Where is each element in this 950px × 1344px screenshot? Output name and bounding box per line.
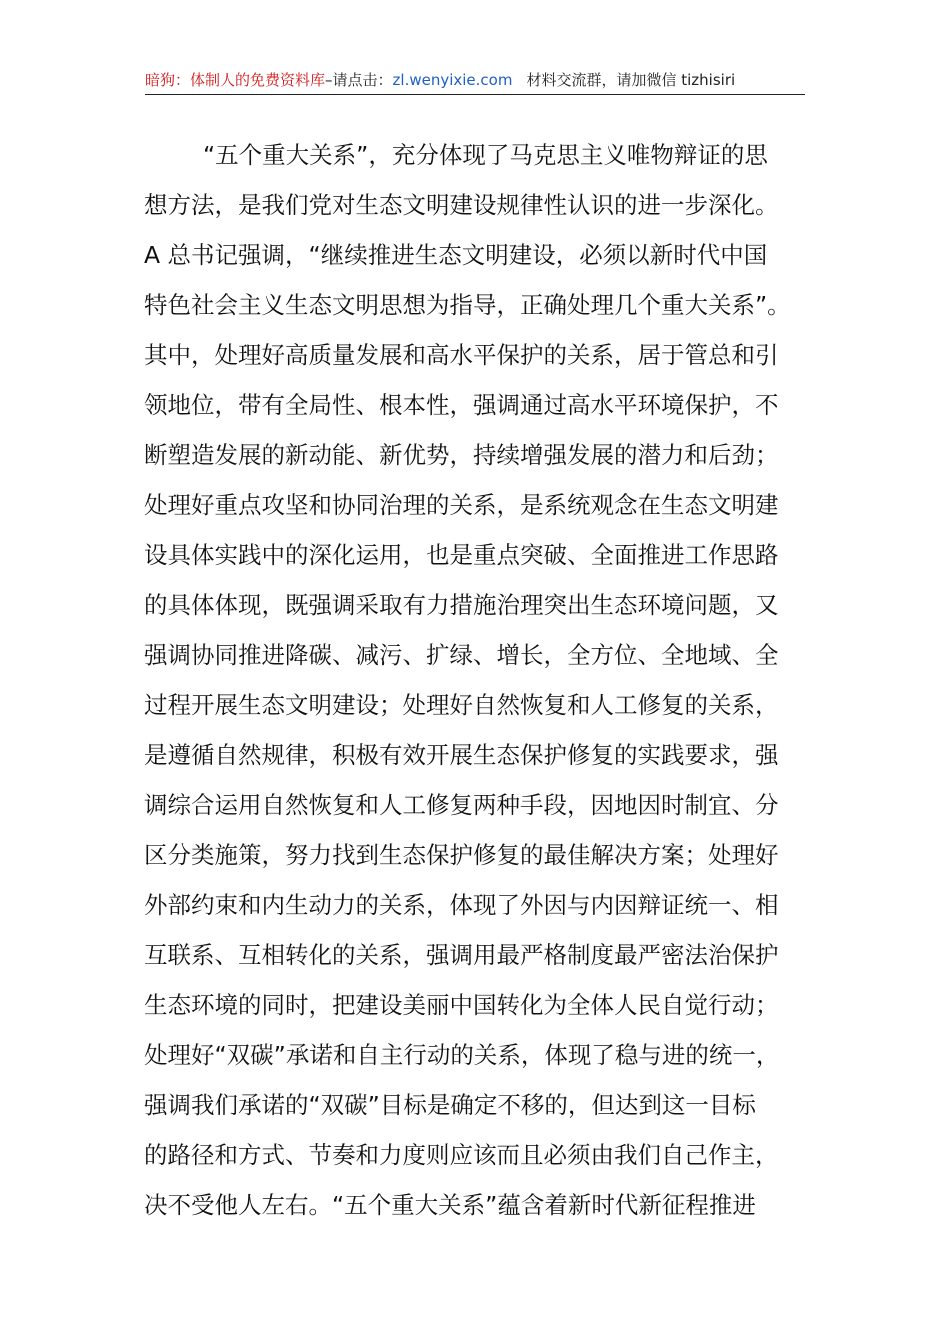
body-line: 的路径和方式、节奏和力度则应该而且必须由我们自己作主， — [144, 1141, 779, 1169]
body-line: 调综合运用自然恢复和人工修复两种手段，因地因时制宜、分 — [144, 791, 779, 819]
body-line: 生态环境的同时，把建设美丽中国转化为全体人民自觉行动； — [144, 991, 779, 1019]
page-header — [145, 66, 805, 95]
body-line: 互联系、互相转化的关系，强调用最严格制度最严密法治保护 — [144, 941, 779, 969]
body-line: 想方法，是我们党对生态文明建设规律性认识的进一步深化。 — [144, 191, 779, 219]
header-contact: 材料交流群，请加微信 tizhisiri — [526, 71, 736, 89]
body-line: 处理好“双碳”承诺和自主行动的关系，体现了稳与进的统一， — [144, 1041, 780, 1069]
document-body — [144, 130, 824, 1230]
body-line: 强调协同推进降碳、减污、扩绿、增长，全方位、全地域、全 — [144, 641, 779, 669]
body-line: 强调我们承诺的“双碳”目标是确定不移的，但达到这一目标 — [144, 1091, 756, 1119]
body-line: “五个重大关系”，充分体现了马克思主义唯物辩证的思 — [203, 141, 768, 169]
body-line: 断塑造发展的新动能、新优势，持续增强发展的潜力和后劲； — [144, 441, 779, 469]
body-line: 是遵循自然规律，积极有效开展生态保护修复的实践要求，强 — [144, 741, 779, 769]
body-line: 领地位，带有全局性、根本性，强调通过高水平环境保护，不 — [144, 391, 779, 419]
body-line: 过程开展生态文明建设；处理好自然恢复和人工修复的关系， — [144, 691, 779, 719]
header-click-label: –请点击： — [325, 71, 393, 89]
body-line: 的具体体现，既强调采取有力措施治理突出生态环境问题，又 — [144, 591, 779, 619]
body-line: 区分类施策，努力找到生态保护修复的最佳解决方案；处理好 — [144, 841, 779, 869]
body-line: 设具体实践中的深化运用，也是重点突破、全面推进工作思路 — [144, 541, 779, 569]
body-line: 特色社会主义生态文明思想为指导，正确处理几个重大关系”。 — [144, 291, 791, 319]
body-line: 处理好重点攻坚和协同治理的关系，是系统观念在生态文明建 — [144, 491, 779, 519]
body-line: 外部约束和内生动力的关系，体现了外因与内因辩证统一、相 — [144, 891, 779, 919]
header-url-link[interactable]: zl.wenyixie.com — [392, 71, 513, 89]
body-line: A 总书记强调，“继续推进生态文明建设，必须以新时代中国 — [144, 241, 768, 269]
body-line: 其中，处理好高质量发展和高水平保护的关系，居于管总和引 — [144, 341, 779, 369]
body-line: 决不受他人左右。“五个重大关系”蕴含着新时代新征程推进 — [144, 1191, 756, 1219]
header-prefix: 暗狗：体制人的免费资料库 — [145, 71, 326, 89]
